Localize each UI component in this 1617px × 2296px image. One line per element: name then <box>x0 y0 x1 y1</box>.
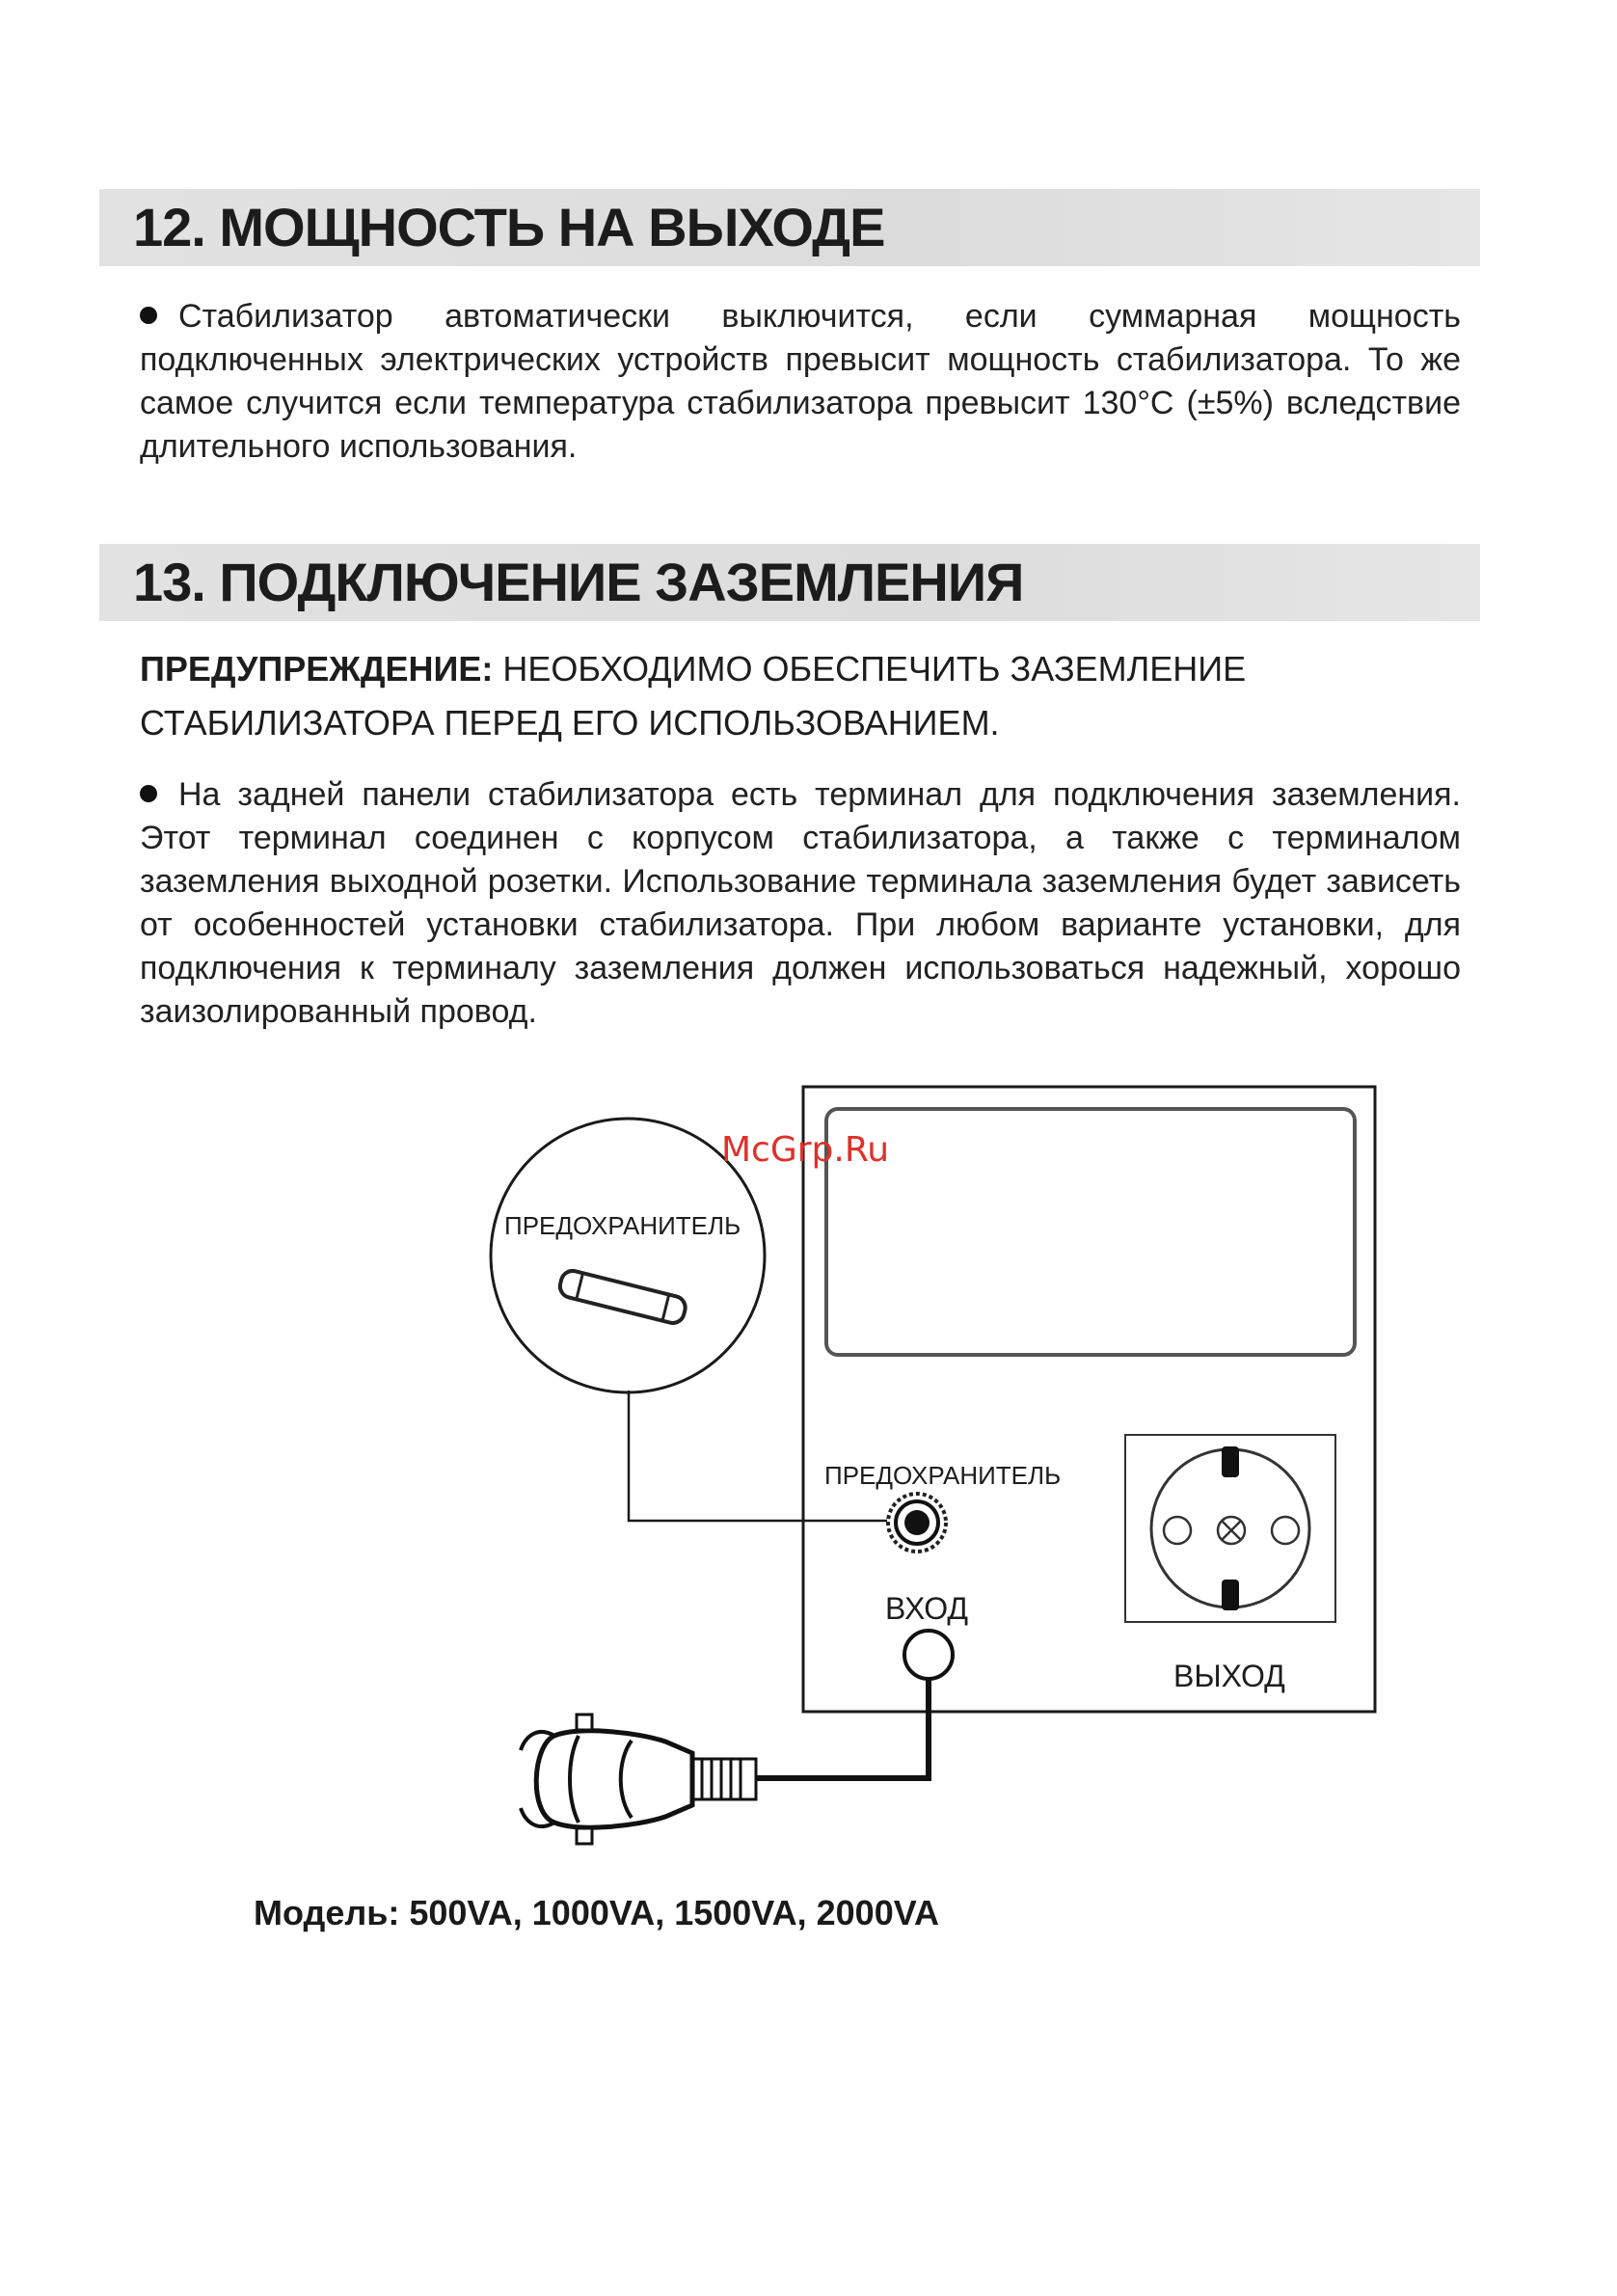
section-13-title: 13. ПОДКЛЮЧЕНИЕ ЗАЗЕМЛЕНИЯ <box>133 552 1024 612</box>
socket-pin-left <box>1164 1517 1191 1544</box>
section-12-text: Стабилизатор автоматически выключится, если суммарная мощность подключенных электрических устройств превысит мощность стабилизатора. То же самое случится если температура стабилизатора превысит 130°C (±5%) вследствие длительного использования. <box>140 298 1461 465</box>
socket-ground-top <box>1222 1446 1239 1477</box>
section-12-title: 12. МОЩНОСТЬ НА ВЫХОДЕ <box>133 197 885 257</box>
warning-label: ПРЕДУПРЕЖДЕНИЕ: <box>140 649 494 689</box>
model-line: Модель: 500VA, 1000VA, 1500VA, 2000VA <box>254 1893 940 1932</box>
fuse-callout-label: ПРЕДОХРАНИТЕЛЬ <box>504 1211 741 1240</box>
power-plug-icon <box>521 1715 692 1844</box>
fuse-leader-line <box>629 1391 887 1521</box>
cord-strain-relief <box>692 1759 756 1799</box>
output-label: ВЫХОД <box>1173 1659 1285 1693</box>
device-window <box>826 1109 1355 1355</box>
input-terminal <box>904 1631 953 1679</box>
section-13-text: На задней панели стабилизатора есть терминал для подключения заземления. Этот терминал соединен с корпусом стабилизатора, а также с терминалом заземления выходной розетки. Использование терминала заземления будет зависеть от особенностей установки стабилизатора. При любом варианте установки, для подключения к терминалу заземления должен использоваться надежный, хорошо заизолированный провод. <box>140 776 1461 1030</box>
fuse-holder-icon <box>888 1494 946 1552</box>
power-cord <box>754 1679 929 1778</box>
socket-ground-bottom <box>1222 1580 1239 1610</box>
watermark-text: McGrp.Ru <box>721 1130 890 1170</box>
warning-text: НЕОБХОДИМО ОБЕСПЕЧИТЬ ЗАЗЕМЛЕНИЕ СТАБИЛИЗАТОРА ПЕРЕД ЕГО ИСПОЛЬЗОВАНИЕМ. <box>140 649 1247 743</box>
input-label: ВХОД <box>885 1591 969 1626</box>
fuse-cartridge-icon <box>557 1268 687 1325</box>
fuse-label: ПРЕДОХРАНИТЕЛЬ <box>824 1461 1062 1490</box>
socket-pin-right <box>1272 1517 1299 1544</box>
